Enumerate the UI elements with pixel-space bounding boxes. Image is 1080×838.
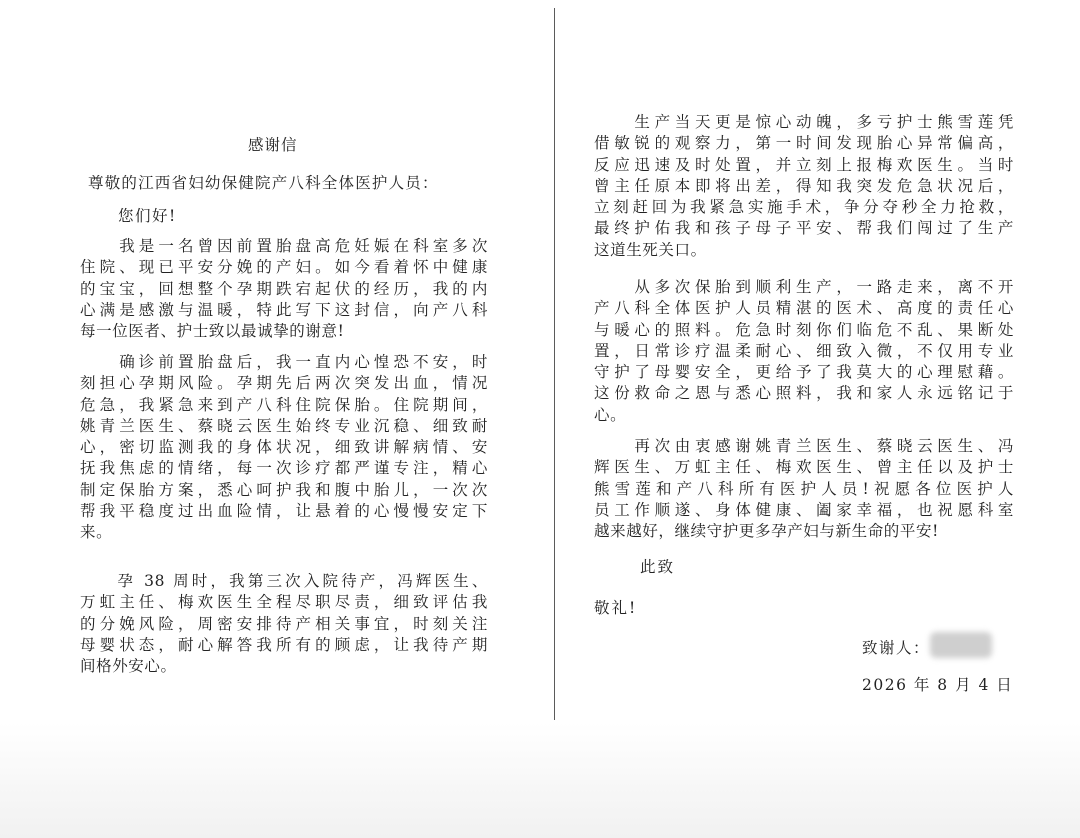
paragraph-line: 帮我平稳度过出血险情，让悬着的心慢慢安定下 — [80, 502, 488, 521]
paragraph-line: 心，密切监测我的身体状况，细致讲解病情、安 — [80, 438, 488, 457]
paragraph-line: 曾主任原本即将出差，得知我突发危急状况后， — [594, 176, 1014, 195]
paragraph-4 — [594, 112, 1014, 261]
paragraph-line: 心满是感激与温暖，特此写下这封信，向产八科 — [80, 300, 488, 319]
letter-greeting: 您们好! — [118, 207, 177, 225]
paragraph-line: 从多次保胎到顺利生产，一路走来，离不开 — [594, 278, 1014, 296]
paragraph-line: 守护了母婴安全，更给予了我莫大的心理慰藉。 — [594, 363, 1014, 382]
paragraph-line: 生产当天更是惊心动魄，多亏护士熊雪莲凭 — [594, 113, 1014, 131]
paragraph-line: 产八科全体医护人员精湛的医术、高度的责任心 — [594, 299, 1014, 318]
page-fold-line — [554, 8, 555, 720]
paragraph-line: 最终护佑我和孩子母子平安、帮我们闯过了生产 — [594, 219, 1014, 238]
paragraph-line: 反应迅速及时处置，并立刻上报梅欢医生。当时 — [594, 155, 1014, 174]
paragraph-line: 与暖心的照料。危急时刻你们临危不乱、果断处 — [594, 320, 1014, 339]
paragraph-2 — [80, 352, 488, 544]
paragraph-line: 我是一名曾因前置胎盘高危妊娠在科室多次 — [80, 237, 488, 255]
paragraph-line: 这份救命之恩与悉心照料，我和家人永远铭记于 — [594, 384, 1014, 403]
paragraph-line: 确诊前置胎盘后，我一直内心惶恐不安，时 — [80, 353, 488, 371]
paragraph-3 — [80, 571, 488, 677]
paragraph-6 — [594, 436, 1014, 542]
paragraph-line: 置，日常诊疗温柔耐心、细致入微，不仅用专业 — [594, 341, 1014, 360]
paragraph-line: 立刻赶回为我紧急实施手术，争分夺秒全力抢救， — [594, 198, 1014, 217]
paragraph-line: 母婴状态，耐心解答我所有的顾虑，让我待产期 — [80, 635, 488, 654]
paragraph-1 — [80, 236, 488, 342]
paragraph-line: 孕 38 周时，我第三次入院待产，冯辉医生、 — [80, 572, 488, 590]
letter-salute: 敬礼! — [594, 599, 638, 617]
paragraph-line: 刻担心孕期风险。孕期先后两次突发出血，情况 — [80, 374, 488, 393]
paragraph-line: 的分娩风险，周密安排待产相关事宜，时刻关注 — [80, 614, 488, 633]
paragraph-line: 越来越好，继续守护更多孕产妇与新生命的平安! — [594, 522, 939, 541]
letter-closing: 此致 — [640, 558, 676, 576]
paragraph-line: 熊雪莲和产八科所有医护人员!祝愿各位医护人 — [594, 479, 1014, 498]
paragraph-5 — [594, 277, 1014, 426]
paragraph-line: 每一位医者、护士致以最诚挚的谢意! — [80, 322, 345, 341]
page-bottom-margin — [0, 722, 1080, 838]
paragraph-line: 再次由衷感谢姚青兰医生、蔡晓云医生、冯 — [594, 437, 1014, 455]
paragraph-line: 这道生死关口。 — [594, 240, 707, 259]
paragraph-line: 危急，我紧急来到产八科住院保胎。住院期间， — [80, 395, 488, 414]
paragraph-line: 姚青兰医生、蔡晓云医生始终专业沉稳、细致耐 — [80, 416, 488, 435]
signer-label: 致谢人： — [862, 639, 931, 657]
paragraph-line: 间格外安心。 — [80, 657, 177, 676]
paragraph-line: 心。 — [594, 405, 627, 424]
paragraph-line: 制定保胎方案，悉心呵护我和腹中胎儿，一次次 — [80, 480, 488, 499]
paragraph-line: 借敏锐的观察力，第一时间发现胎心异常偏高， — [594, 134, 1014, 153]
paragraph-line: 辉医生、万虹主任、梅欢医生、曾主任以及护士 — [594, 458, 1014, 477]
letter-addressee: 尊敬的江西省妇幼保健院产八科全体医护人员： — [88, 174, 439, 192]
paragraph-line: 来。 — [80, 523, 113, 542]
paragraph-line: 的宝宝，回想整个孕期跌宕起伏的经历，我的内 — [80, 279, 488, 298]
redacted-signature — [930, 632, 992, 658]
letter-title: 感谢信 — [248, 136, 298, 154]
paragraph-line: 员工作顺遂、身体健康、阖家幸福，也祝愿科室 — [594, 500, 1014, 519]
paragraph-line: 抚我焦虑的情绪，每一次诊疗都严谨专注，精心 — [80, 459, 488, 478]
letter-date: 2026 年 8 月 4 日 — [862, 676, 1014, 694]
paragraph-line: 住院、现已平安分娩的产妇。如今看着怀中健康 — [80, 258, 488, 277]
paragraph-line: 万虹主任、梅欢医生全程尽职尽责，细致评估我 — [80, 593, 488, 612]
